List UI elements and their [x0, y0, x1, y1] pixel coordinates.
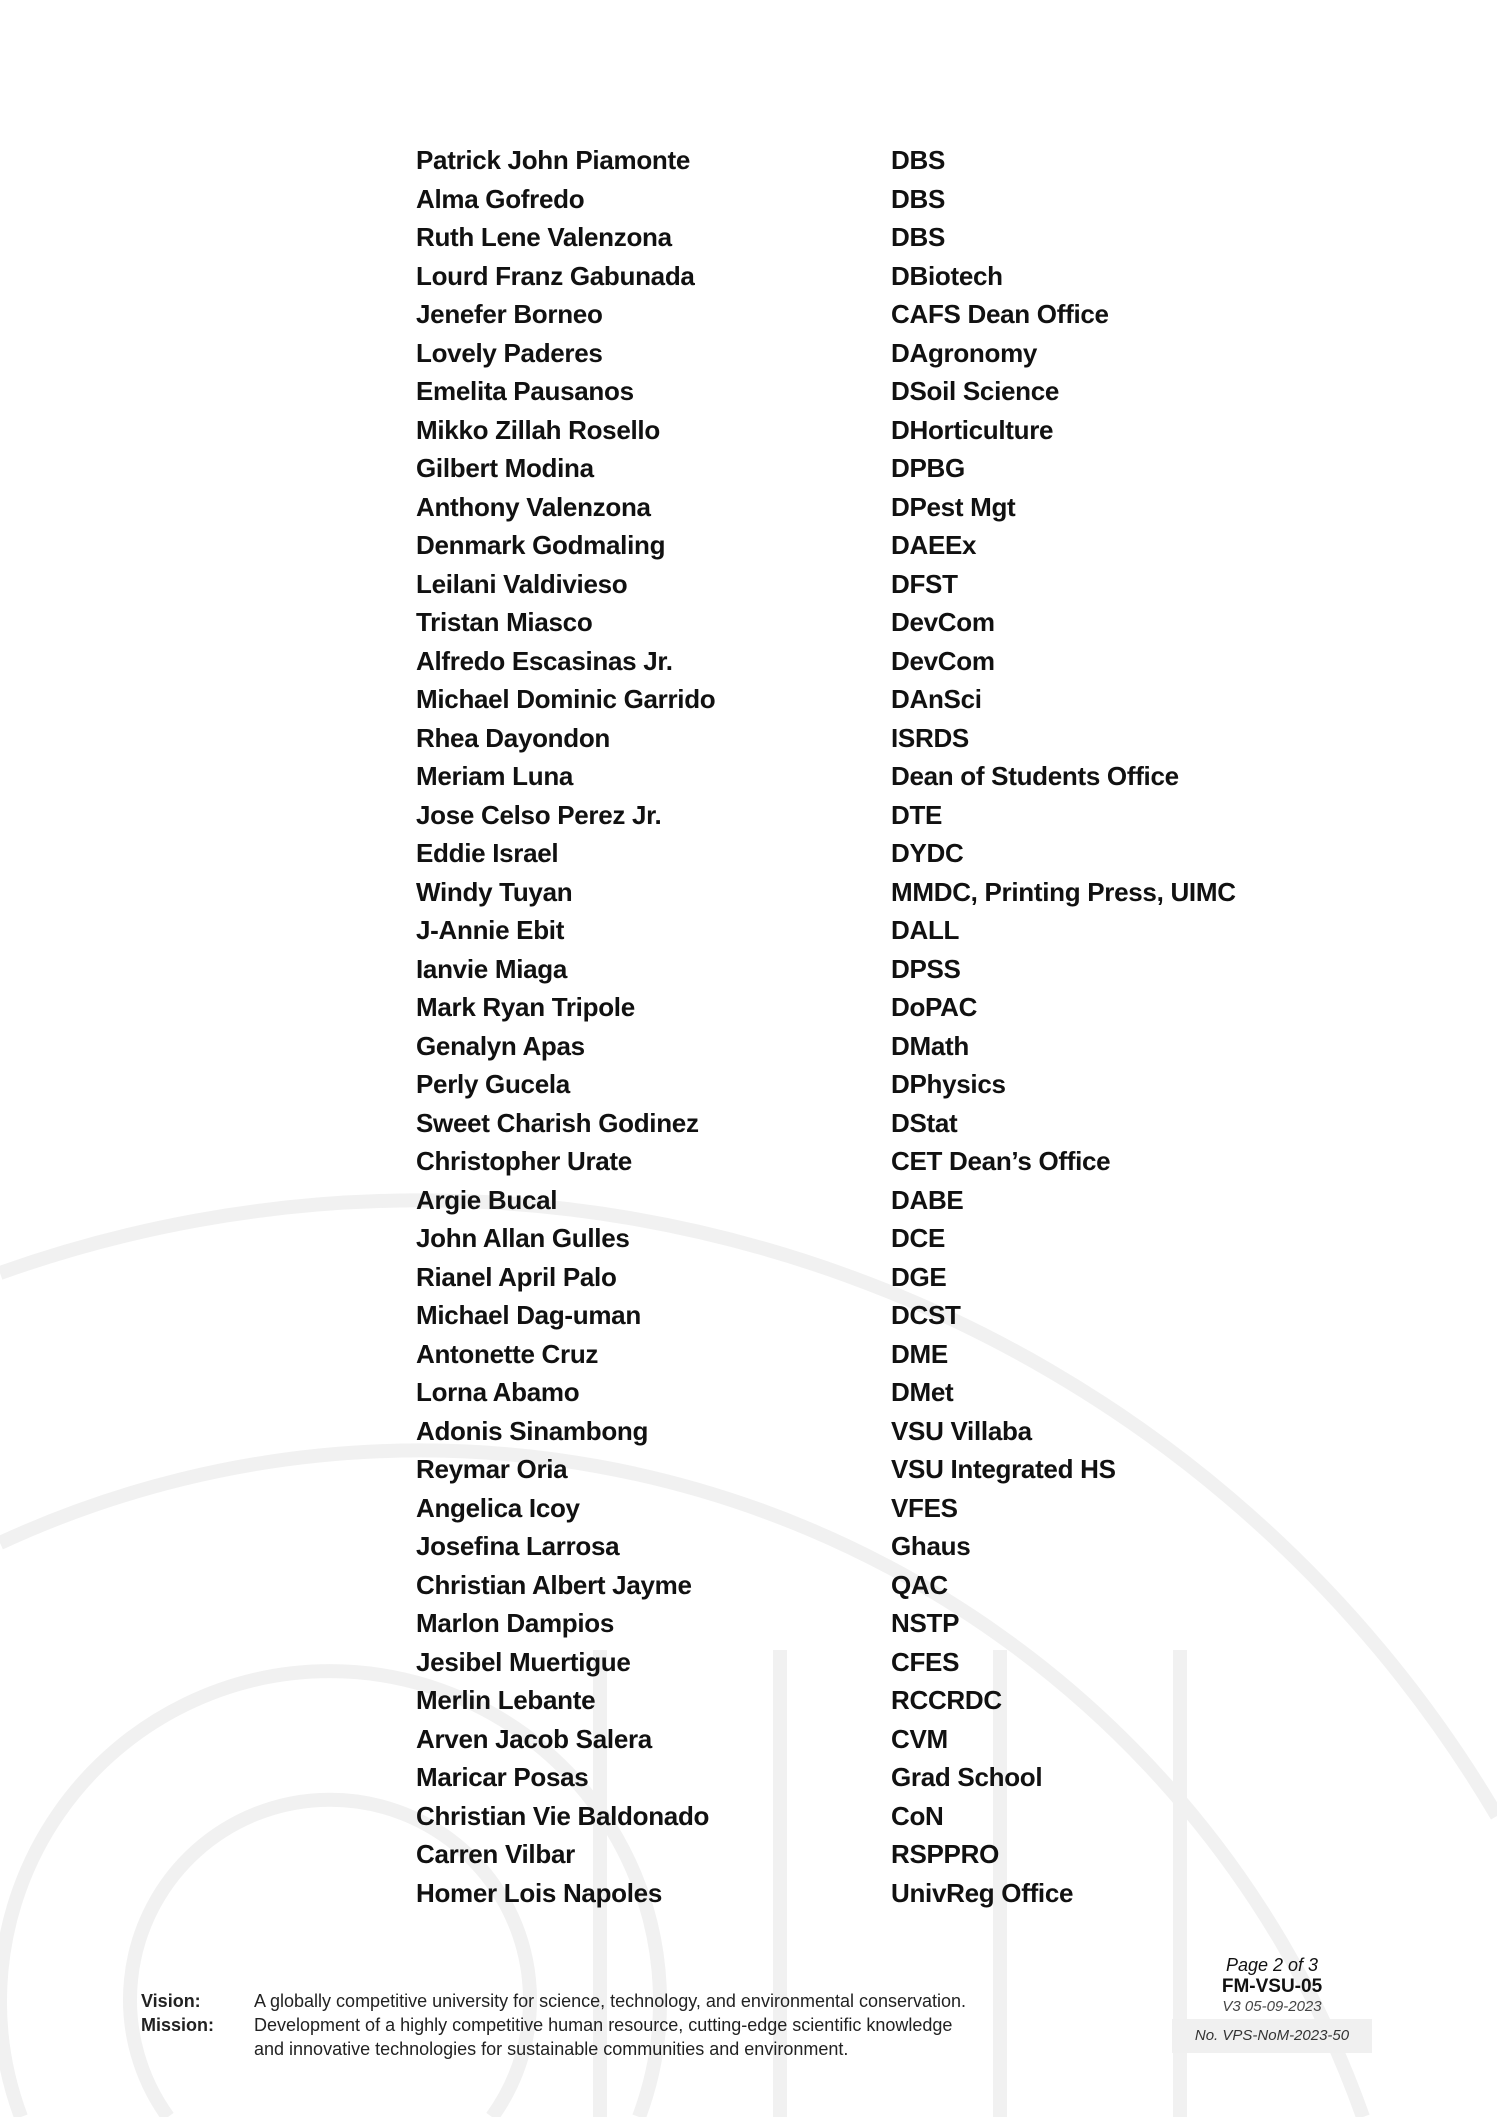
department: CAFS Dean Office — [891, 299, 1109, 329]
list-item — [416, 680, 1316, 719]
department: DCE — [891, 1223, 945, 1253]
department: Grad School — [891, 1762, 1043, 1792]
list-item — [416, 1258, 1316, 1297]
department: DevCom — [891, 645, 995, 676]
department: RSPPRO — [891, 1839, 1000, 1869]
list-item — [416, 526, 1316, 565]
person-name: Jesibel Muertigue — [416, 1646, 631, 1677]
person-name: Patrick John Piamonte — [416, 145, 691, 175]
department: DFST — [891, 568, 958, 599]
person-name: Jose Celso Perez Jr. — [416, 799, 662, 830]
person-name: Arven Jacob Salera — [416, 1723, 652, 1754]
department: NSTP — [891, 1608, 960, 1638]
list-item — [416, 1874, 1316, 1913]
person-name: Josefina Larrosa — [416, 1531, 620, 1561]
department: DSoil Science — [891, 376, 1060, 406]
person-name: Jenefer Borneo — [416, 299, 603, 329]
list-item — [416, 1450, 1316, 1489]
list-item — [416, 1604, 1316, 1643]
department: DPest Mgt — [891, 491, 1016, 522]
list-item — [416, 334, 1316, 373]
department: Ghaus — [891, 1531, 971, 1561]
person-name: Reymar Oria — [416, 1454, 568, 1484]
list-item — [416, 1797, 1316, 1836]
list-item — [416, 796, 1316, 835]
department: CFES — [891, 1646, 960, 1677]
person-name: Angelica Icoy — [416, 1492, 580, 1523]
department: DYDC — [891, 838, 964, 868]
department: CET Dean’s Office — [891, 1146, 1111, 1176]
list-item — [416, 911, 1316, 950]
department: VSU Integrated HS — [891, 1454, 1116, 1484]
list-item — [416, 180, 1316, 219]
department: DevCom — [891, 607, 995, 637]
list-item — [416, 257, 1316, 296]
person-name: Gilbert Modina — [416, 453, 594, 483]
list-item — [416, 1065, 1316, 1104]
department: ISRDS — [891, 722, 969, 753]
list-item — [416, 1720, 1316, 1759]
list-item — [416, 411, 1316, 450]
person-name: Denmark Godmaling — [416, 530, 666, 560]
list-item — [416, 988, 1316, 1027]
department: DME — [891, 1338, 948, 1369]
list-item — [416, 372, 1316, 411]
department: CoN — [891, 1800, 944, 1831]
list-item — [416, 295, 1316, 334]
list-item — [416, 565, 1316, 604]
person-name: Eddie Israel — [416, 838, 559, 868]
person-name: Genalyn Apas — [416, 1030, 585, 1061]
department: DABE — [891, 1184, 964, 1215]
department: DBS — [891, 183, 945, 214]
department: DMet — [891, 1377, 954, 1407]
department: DoPAC — [891, 992, 978, 1022]
mission-label: Mission: — [141, 2015, 215, 2035]
person-name: Mikko Zillah Rosello — [416, 414, 660, 445]
department: DPhysics — [891, 1069, 1006, 1099]
person-name: Michael Dag-uman — [416, 1300, 641, 1330]
department: Dean of Students Office — [891, 761, 1179, 791]
department: DCST — [891, 1300, 961, 1330]
person-name: Windy Tuyan — [416, 876, 573, 907]
person-name: Merlin Lebante — [416, 1685, 596, 1715]
person-name: Rhea Dayondon — [416, 722, 611, 753]
list-item — [416, 1412, 1316, 1451]
department: CVM — [891, 1723, 948, 1754]
department: DBiotech — [891, 260, 1003, 291]
list-item — [416, 603, 1316, 642]
list-item — [416, 141, 1316, 180]
document-control-block — [1172, 1955, 1372, 2053]
person-name: Alfredo Escasinas Jr. — [416, 645, 673, 676]
person-name: Argie Bucal — [416, 1184, 558, 1215]
list-item — [416, 1104, 1316, 1143]
department: MMDC, Printing Press, UIMC — [891, 876, 1236, 907]
person-name: Rianel April Palo — [416, 1261, 617, 1292]
list-item — [416, 1373, 1316, 1412]
person-name: Marlon Dampios — [416, 1608, 615, 1638]
list-item — [416, 1335, 1316, 1374]
person-name: Homer Lois Napoles — [416, 1877, 662, 1908]
department: DBS — [891, 145, 945, 175]
mission-text-line2: and innovative technologies for sustainable communities and environment. — [254, 2039, 849, 2059]
list-item — [416, 1758, 1316, 1797]
person-name: John Allan Gulles — [416, 1223, 630, 1253]
person-name: Christian Albert Jayme — [416, 1569, 692, 1600]
department: DGE — [891, 1261, 947, 1292]
person-name: Lorna Abamo — [416, 1377, 580, 1407]
person-name: Antonette Cruz — [416, 1338, 599, 1369]
list-item — [416, 1681, 1316, 1720]
list-item — [416, 1643, 1316, 1682]
person-name: Christian Vie Baldonado — [416, 1800, 710, 1831]
person-name: Adonis Sinambong — [416, 1415, 649, 1446]
department: RCCRDC — [891, 1685, 1002, 1715]
department: DBS — [891, 222, 945, 252]
form-code: FM-VSU-05 — [1221, 1976, 1323, 1997]
list-item — [416, 218, 1316, 257]
department: DMath — [891, 1030, 969, 1061]
page-number: Page 2 of 3 — [1225, 1955, 1319, 1975]
person-name: Lourd Franz Gabunada — [416, 260, 695, 291]
list-item — [416, 1835, 1316, 1874]
person-name: Maricar Posas — [416, 1762, 589, 1792]
person-name: Anthony Valenzona — [416, 491, 651, 522]
department: UnivReg Office — [891, 1877, 1074, 1908]
department: DStat — [891, 1107, 958, 1138]
list-item — [416, 1142, 1316, 1181]
list-item — [416, 1027, 1316, 1066]
person-name: Christopher Urate — [416, 1146, 632, 1176]
list-item — [416, 1489, 1316, 1528]
person-name: Meriam Luna — [416, 761, 574, 791]
department: DHorticulture — [891, 414, 1054, 445]
department: DTE — [891, 799, 943, 830]
person-name: Alma Gofredo — [416, 183, 585, 214]
list-item — [416, 1219, 1316, 1258]
department: DPBG — [891, 453, 965, 483]
person-name: Mark Ryan Tripole — [416, 992, 635, 1022]
version: V3 05-09-2023 — [1222, 1998, 1322, 2015]
person-name: Ruth Lene Valenzona — [416, 222, 672, 252]
person-name: Michael Dominic Garrido — [416, 684, 716, 714]
department: QAC — [891, 1569, 948, 1600]
list-item — [416, 488, 1316, 527]
person-name: J-Annie Ebit — [416, 915, 565, 945]
list-item — [416, 719, 1316, 758]
department: DPSS — [891, 953, 961, 984]
person-name: Tristan Miasco — [416, 607, 593, 637]
person-name: Perly Gucela — [416, 1069, 570, 1099]
vision-text: A globally competitive university for science, technology, and environmental conservation. — [254, 1991, 967, 2011]
person-name: Carren Vilbar — [416, 1839, 575, 1869]
list-item — [416, 1296, 1316, 1335]
mission-text-line1: Development of a highly competitive human resource, cutting-edge scientific knowledge — [254, 2015, 953, 2035]
name-department-list — [416, 141, 1316, 1912]
person-name: Sweet Charish Godinez — [416, 1107, 699, 1138]
person-name: Emelita Pausanos — [416, 376, 634, 406]
vision-label: Vision: — [141, 1991, 201, 2011]
department: DAgronomy — [891, 337, 1038, 368]
person-name: Ianvie Miaga — [416, 953, 568, 984]
person-name: Leilani Valdivieso — [416, 568, 628, 599]
list-item — [416, 757, 1316, 796]
department: VSU Villaba — [891, 1415, 1032, 1446]
list-item — [416, 1527, 1316, 1566]
list-item — [416, 834, 1316, 873]
list-item — [416, 1566, 1316, 1605]
list-item — [416, 873, 1316, 912]
department: DALL — [891, 915, 960, 945]
department: DAEEx — [891, 530, 977, 560]
department: DAnSci — [891, 684, 982, 714]
list-item — [416, 642, 1316, 681]
list-item — [416, 950, 1316, 989]
person-name: Lovely Paderes — [416, 337, 603, 368]
department: VFES — [891, 1492, 958, 1523]
list-item — [416, 1181, 1316, 1220]
list-item — [416, 449, 1316, 488]
document-number: No. VPS-NoM-2023-50 — [1172, 2019, 1372, 2053]
